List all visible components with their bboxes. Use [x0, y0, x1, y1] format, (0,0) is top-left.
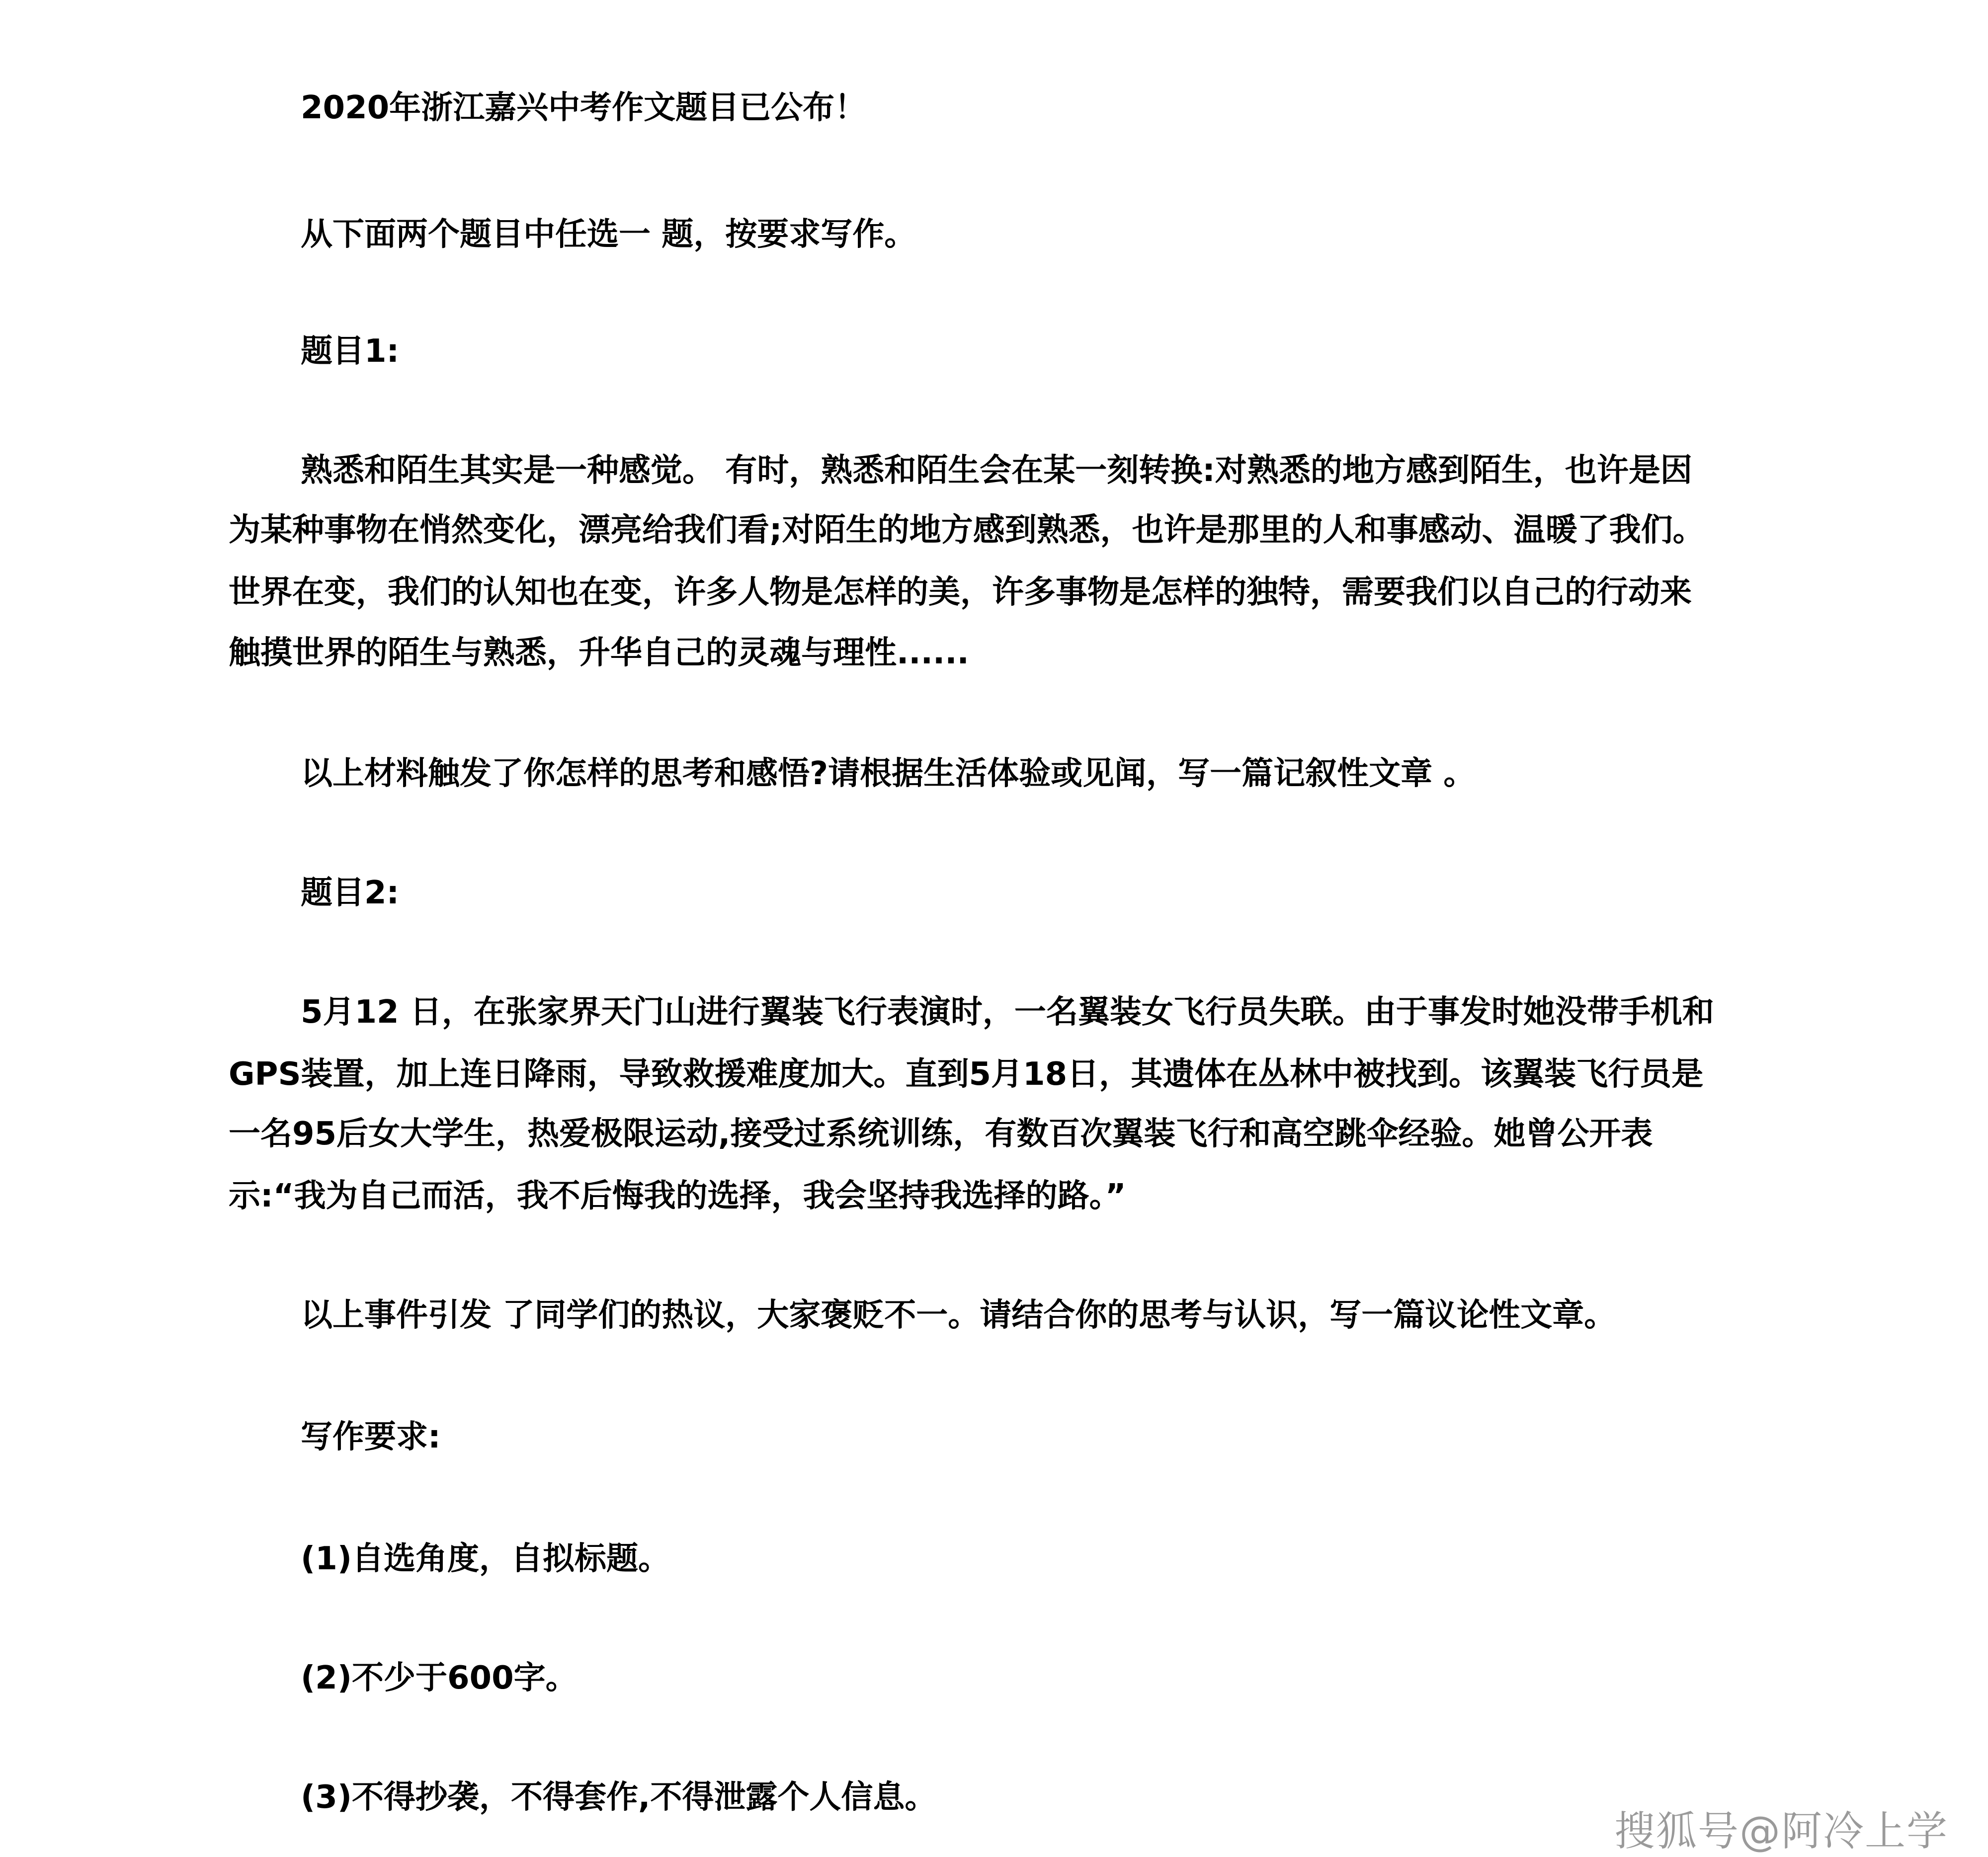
- topic1-paragraph-line: 世界在变，我们的认知也在变，许多人物是怎样的美，许多事物是怎样的独特，需要我们以自己的行动来: [229, 574, 1692, 611]
- requirement-item: (3)不得抄袭，不得套作,不得泄露个人信息。: [301, 1779, 937, 1816]
- requirement-item: (1)自选角度，自拟标题。: [301, 1540, 670, 1577]
- watermark: 搜狐号@阿冷上学: [1614, 1808, 1948, 1855]
- document-title: 2020年浙江嘉兴中考作文题目已公布！: [301, 89, 867, 126]
- topic1-heading: 题目1:: [301, 333, 400, 370]
- topic2-paragraph-line: 5月12 日，在张家界天门山进行翼装飞行表演时，一名翼装女飞行员失联。由于事发时她没带手机和: [301, 994, 1714, 1031]
- topic1-paragraph-line: 熟悉和陌生其实是一种感觉。 有时，熟悉和陌生会在某一刻转换:对熟悉的地方感到陌生，也许是因: [301, 452, 1692, 489]
- topic1-paragraph-line: 触摸世界的陌生与熟悉，升华自己的灵魂与理性......: [229, 635, 969, 671]
- requirement-item: (2)不少于600字。: [301, 1660, 578, 1696]
- topic2-heading: 题目2:: [301, 875, 400, 911]
- requirements-heading: 写作要求:: [301, 1419, 441, 1455]
- topic1-prompt: 以上材料触发了你怎样的思考和感悟?请根据生活体验或见闻，写一篇记叙性文章 。: [301, 755, 1476, 792]
- instruction-text: 从下面两个题目中任选一 题，按要求写作。: [301, 216, 916, 253]
- topic2-paragraph-line: 一名95后女大学生，热爱极限运动,接受过系统训练，有数百次翼装飞行和高空跳伞经验。她曾公开表: [229, 1116, 1653, 1152]
- topic2-paragraph-line: GPS装置，加上连日降雨，导致救援难度加大。直到5月18日，其遗体在丛林中被找到。该翼装飞行员是: [229, 1056, 1704, 1093]
- topic1-paragraph-line: 为某种事物在悄然变化，漂亮给我们看;对陌生的地方感到熟悉，也许是那里的人和事感动、温暖了我们。: [229, 512, 1705, 549]
- topic2-paragraph-line: 示:“我为自己而活，我不后悔我的选择，我会坚持我选择的路。”: [229, 1178, 1126, 1214]
- topic2-prompt: 以上事件引发 了同学们的热议，大家褒贬不一。请结合你的思考与认识，写一篇议论性文章。: [301, 1297, 1616, 1334]
